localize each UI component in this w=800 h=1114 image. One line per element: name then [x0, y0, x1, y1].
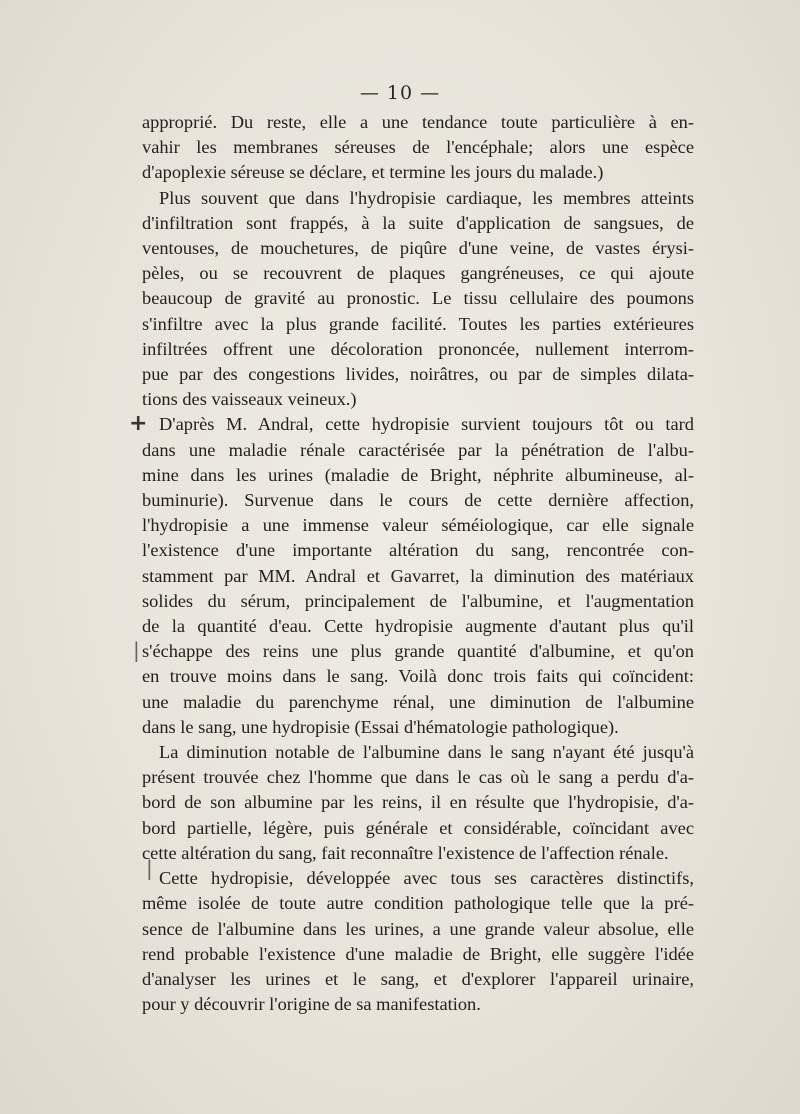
text-line: vahir les membranes séreuses de l'encéphale; alors une espèce [142, 137, 694, 158]
text-line: une maladie du parenchyme rénal, une diminution de l'albumine [142, 691, 694, 712]
text-line: dans le sang, une hydropisie (Essai d'hématologie pathologique). [142, 716, 619, 737]
text-line: d'apoplexie séreuse se déclare, et termine les jours du malade.) [142, 162, 604, 183]
body-text [142, 110, 694, 1017]
text-line: de la quantité d'eau. Cette hydropisie augmente d'autant plus qu'il [142, 616, 694, 637]
text-line: beaucoup de gravité au pronostic. Le tissu cellulaire des poumons [142, 288, 694, 309]
paragraph-4 [142, 740, 694, 866]
margin-bar-mark: | [133, 638, 140, 662]
text-line: solides du sérum, principalement de l'albumine, et l'augmentation [142, 590, 694, 611]
text-line: d'infiltration sont frappés, à la suite d'application de sangsues, de [142, 212, 694, 233]
text-line: ventouses, de mouchetures, de piqûre d'une veine, de vastes érysi- [142, 238, 694, 259]
text-line: en trouve moins dans le sang. Voilà donc trois faits qui coïncident: [142, 666, 694, 687]
text-line: d'analyser les urines et le sang, et d'explorer l'appareil urinaire, [142, 968, 694, 989]
paragraph-3 [142, 412, 694, 740]
text-line: D'après M. Andral, cette hydropisie survient toujours tôt ou tard [159, 414, 694, 435]
text-line: bord partielle, légère, puis générale et considérable, coïncidant avec [142, 817, 694, 838]
text-line: cette altération du sang, fait reconnaître l'existence de l'affection rénale. [142, 842, 669, 863]
text-line: buminurie). Survenue dans le cours de cette dernière affection, [142, 490, 694, 511]
text-line: La diminution notable de l'albumine dans le sang n'ayant été jusqu'à [159, 742, 694, 763]
page-number: — 10 — [359, 82, 441, 104]
text-line: pue par des congestions livides, noirâtres, ou par de simples dilata- [142, 364, 694, 385]
text-line: l'hydropisie a une immense valeur séméiologique, car elle signale [142, 515, 694, 536]
text-line: même isolée de toute autre condition pathologique telle que la pré- [142, 893, 694, 914]
paragraph-2 [142, 186, 694, 413]
text-line: stamment par MM. Andral et Gavarret, la diminution des matériaux [142, 565, 694, 586]
text-line: infiltrées offrent une décoloration prononcée, nullement interrom- [142, 338, 694, 359]
text-line: présent trouvée chez l'homme que dans le cas où le sang a perdu d'a- [142, 767, 694, 788]
text-line: s'échappe des reins une plus grande quantité d'albumine, et qu'on [142, 641, 694, 662]
text-line: sence de l'albumine dans les urines, a une grande valeur absolue, elle [142, 918, 694, 939]
text-line: l'existence d'une importante altération du sang, rencontrée con- [142, 540, 694, 561]
text-line: rend probable l'existence d'une maladie de Bright, elle suggère l'idée [142, 943, 694, 964]
text-line: approprié. Du reste, elle a une tendance toute particulière à en- [142, 112, 694, 132]
margin-cross-mark: + [129, 411, 148, 436]
text-line: tions des vaisseaux veineux.) [142, 389, 357, 410]
text-line: pour y découvrir l'origine de sa manifestation. [142, 994, 481, 1015]
text-line: Plus souvent que dans l'hydropisie cardiaque, les membres atteints [159, 187, 694, 208]
text-line: s'infiltre avec la plus grande facilité. Toutes les parties extérieures [142, 313, 694, 334]
paragraph-1 [142, 110, 694, 186]
text-line: bord de son albumine par les reins, il en résulte que l'hydropisie, d'a- [142, 792, 694, 813]
text-line: mine dans les urines (maladie de Bright, néphrite albumineuse, al- [142, 464, 694, 485]
text-line: pèles, ou se recouvrent de plaques gangréneuses, ce qui ajoute [142, 263, 694, 284]
margin-bar-mark: | [146, 856, 153, 880]
text-line: dans une maladie rénale caractérisée par la pénétration de l'albu- [142, 439, 694, 460]
paragraph-5 [142, 866, 694, 1017]
text-line: Cette hydropisie, développée avec tous ses caractères distinctifs, [159, 868, 694, 889]
